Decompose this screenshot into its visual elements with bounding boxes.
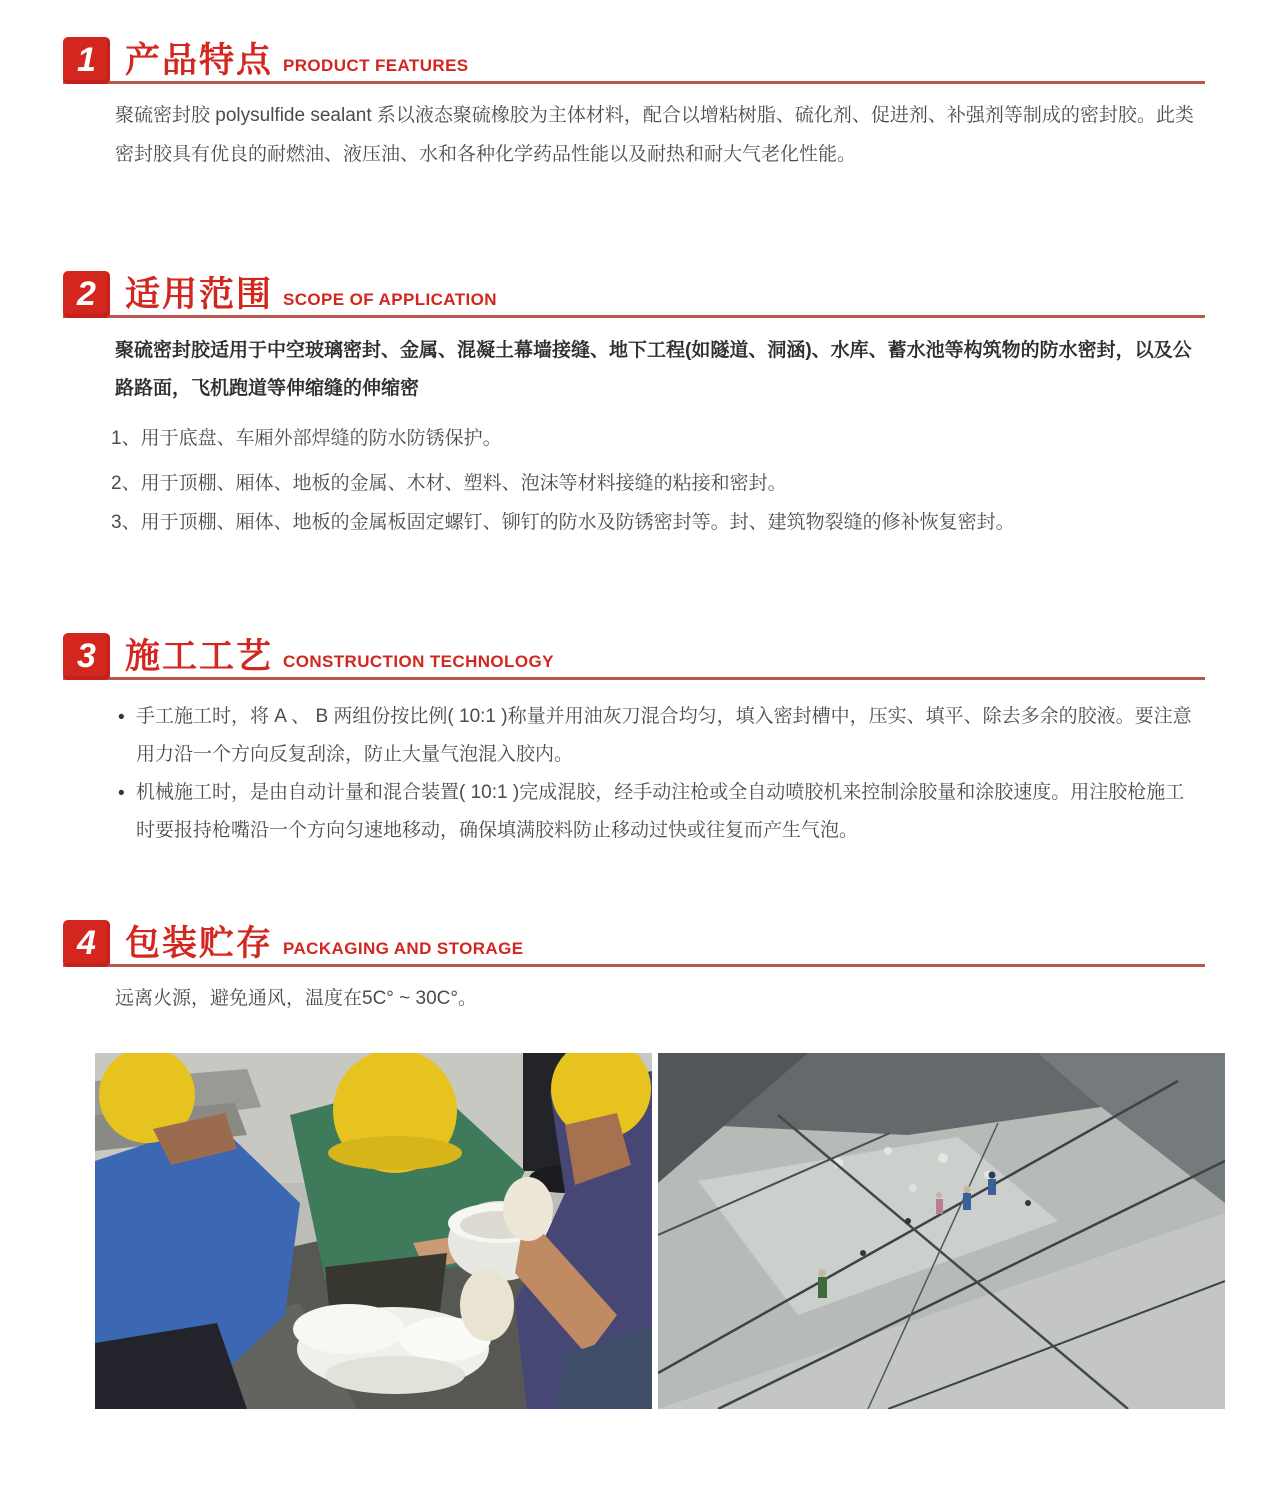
section-2-number-badge: 2 [63, 271, 110, 318]
section-3-header [63, 633, 1205, 680]
section-2-lead: 聚硫密封胶适用于中空玻璃密封、金属、混凝土幕墙接缝、地下工程(如隧道、洞涵)、水库、蓄水池等构筑物的防水密封，以及公路路面，飞机跑道等伸缩缝的伸缩密 [115, 339, 1192, 399]
section-4-title-en: PACKAGING AND STORAGE [283, 939, 524, 959]
section-3-bullet-1 [118, 698, 1198, 774]
section-3-number-badge: 3 [63, 633, 110, 680]
section-3-bullet-list [118, 698, 1217, 850]
section-scope-of-application [63, 271, 1217, 537]
section-3-bullet-1-text: 手工施工时，将 A 、 B 两组份按比例( 10:1 )称量并用油灰刀混合均匀，填入密封槽中，压实、填平、除去多余的胶液。要注意用力沿一个方向反复刮涂，防止大量气泡混入胶内。 [136, 706, 1192, 766]
concrete-dam-slope-illustration [658, 1053, 1225, 1409]
section-1-header [63, 37, 1205, 84]
section-packaging-and-storage [63, 920, 1217, 1019]
section-2-title-en: SCOPE OF APPLICATION [283, 289, 497, 309]
section-2-item-2: 2、用于顶棚、厢体、地板的金属、木材、塑料、泡沫等材料接缝的粘接和密封。 [111, 473, 787, 495]
photo-row [95, 1053, 1217, 1409]
concrete-dam-slope-photo [658, 1053, 1225, 1409]
section-1-title-en: PRODUCT FEATURES [283, 56, 469, 75]
section-product-features [63, 37, 1217, 175]
section-4-header [63, 920, 1205, 967]
section-3-bullet-2-text: 机械施工时，是由自动计量和混合装置( 10:1 )完成混胶，经手动注枪或全自动喷胶机来控制涂胶量和涂胶速度。用注胶枪施工时要报持枪嘴沿一个方向匀速地移动，确保填满胶料防止移动过快或往复而产生气泡。 [136, 782, 1185, 842]
section-2-item-1: 1、用于底盘、车厢外部焊缝的防水防锈保护。 [111, 427, 502, 449]
section-3-bullet-2 [118, 774, 1198, 850]
section-1-body: 聚硫密封胶 polysulfide sealant 系以液态聚硫橡胶为主体材料，配合以增粘树脂、硫化剂、促进剂、补强剂等制成的密封胶。此类密封胶具有优良的耐燃油、液压油、水和各种化学药品性能以及耐热和耐大气老化性能。 [115, 105, 1194, 165]
bullet-dot-icon: • [118, 707, 125, 729]
section-4-body: 远离火源，避免通风，温度在5C° ~ 30C°。 [115, 988, 477, 1010]
workers-mixing-sealant-illustration [95, 1053, 652, 1409]
section-3-title-en: CONSTRUCTION TECHNOLOGY [283, 652, 554, 672]
section-2-item-3: 3、用于顶棚、厢体、地板的金属板固定螺钉、铆钉的防水及防锈密封等。封、建筑物裂缝的修补恢复密封。 [111, 511, 1015, 533]
section-1-title-zh: 产品特点 [125, 41, 274, 80]
section-1-number-badge: 1 [63, 37, 110, 84]
section-4-number-badge: 4 [63, 920, 110, 967]
section-2-title-zh: 适用范围 [125, 274, 274, 314]
section-3-title-zh: 施工工艺 [125, 637, 274, 677]
bullet-dot-icon: • [118, 783, 125, 805]
section-4-title-zh: 包装贮存 [125, 924, 274, 964]
section-construction-technology [63, 633, 1217, 850]
workers-mixing-sealant-photo [95, 1053, 652, 1409]
section-2-header [63, 271, 1205, 318]
